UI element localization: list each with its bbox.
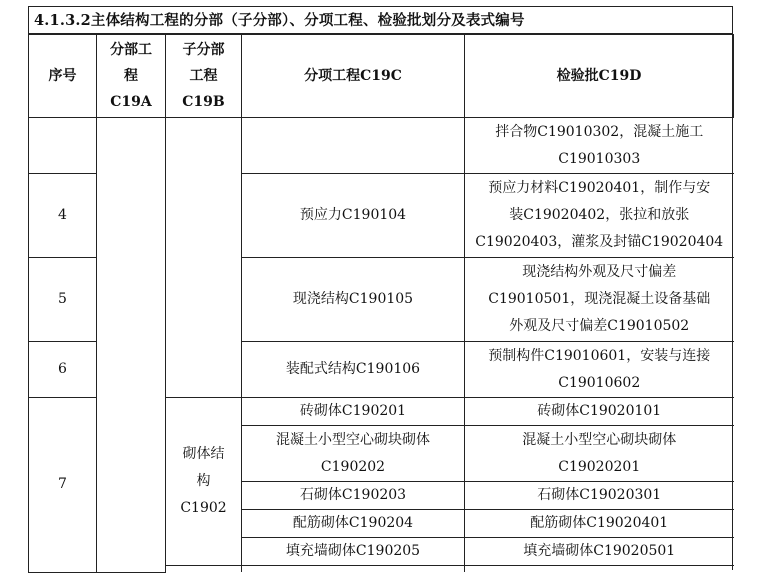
row-item	[242, 118, 465, 174]
row-item: 预应力C190104	[242, 174, 465, 258]
row-item: 现浇结构C190105	[242, 258, 465, 342]
subdivision-cell	[166, 118, 242, 398]
division-table	[28, 34, 734, 573]
row-seq: 4	[29, 174, 97, 258]
row-seq: 7	[29, 398, 97, 573]
row-batch: 混凝土小型空心砌块砌体 C19020201	[465, 426, 734, 482]
header-seq: 序号	[29, 35, 97, 118]
header-subdivision: 子分部 工程 C19B	[166, 35, 242, 118]
row-item: 装配式结构C190106	[242, 342, 465, 398]
row-item: 配筋砌体C190204	[242, 510, 465, 538]
row-item: 混凝土小型空心砌块砌体 C190202	[242, 426, 465, 482]
page-title: 4.1.3.2主体结构工程的分部（子分部）、分项工程、检验批划分及表式编号	[34, 12, 525, 29]
title-row	[28, 6, 733, 34]
row-item: 石砌体C190203	[242, 482, 465, 510]
row-seq: 5	[29, 258, 97, 342]
row-batch: 砖砌体C19020101	[465, 398, 734, 426]
row-batch: 填充墙砌体C19020501	[465, 538, 734, 566]
row-batch: 配筋砌体C19020401	[465, 510, 734, 538]
row-batch: 拌合物C19010302，混凝土施工 C19010303	[465, 118, 734, 174]
row-item: 填充墙砌体C190205	[242, 538, 465, 566]
row-item: 砖砌体C190201	[242, 398, 465, 426]
continuation-cell	[465, 566, 734, 573]
row-batch: 现浇结构外观及尺寸偏差 C19010501，现浇混凝土设备基础 外观及尺寸偏差C19010502	[465, 258, 734, 342]
row-batch: 预制构件C19010601，安装与连接 C19010602	[465, 342, 734, 398]
division-cell	[97, 118, 166, 573]
header-batch: 检验批C19D	[465, 35, 734, 118]
continuation-cell	[242, 566, 465, 573]
row-batch: 预应力材料C19020401，制作与安 装C19020402，张拉和放张 C19020403，灌浆及封锚C19020404	[465, 174, 734, 258]
header-item: 分项工程C19C	[242, 35, 465, 118]
continuation-cell	[166, 566, 242, 573]
row-seq: 6	[29, 342, 97, 398]
header-division: 分部工 程 C19A	[97, 35, 166, 118]
row-batch: 石砌体C19020301	[465, 482, 734, 510]
subdivision-cell: 砌体结 构 C1902	[166, 398, 242, 566]
header-row	[29, 35, 734, 118]
row-seq	[29, 118, 97, 174]
table-row	[29, 118, 734, 174]
